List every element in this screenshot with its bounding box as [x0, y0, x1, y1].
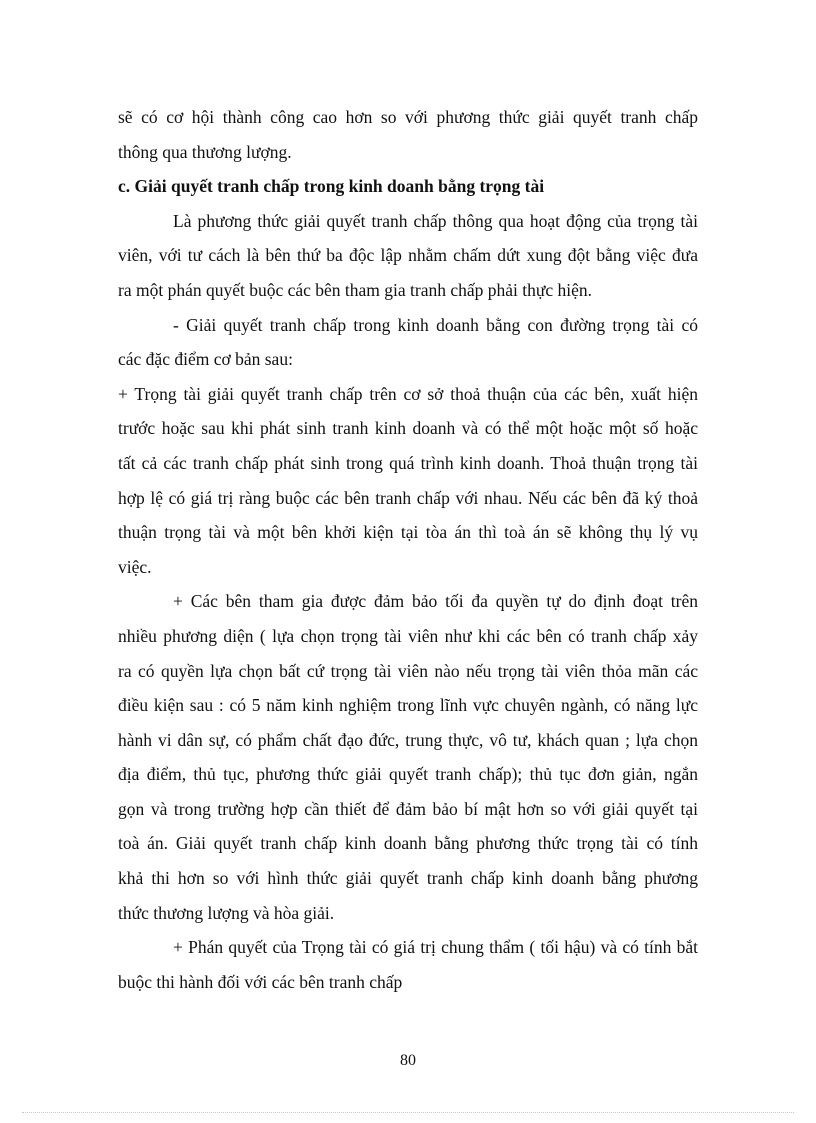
text-line: toà án. Giải quyết tranh chấp kinh doanh bằng phương thức trọng tài có tính [118, 833, 698, 854]
text-line: các đặc điểm cơ bản sau: [118, 349, 293, 370]
text-line: - Giải quyết tranh chấp trong kinh doanh bằng con đường trọng tài có [173, 314, 698, 335]
text-line: thuận trọng tài và một bên khởi kiện tại tòa án thì toà án sẽ không thụ lý vụ [118, 522, 698, 543]
text-line: buộc thi hành đối với các bên tranh chấp [118, 971, 403, 992]
page-body [118, 100, 698, 999]
text-line: tất cả các tranh chấp phát sinh trong quá trình kinh doanh. Thoả thuận trọng tài [118, 452, 698, 473]
page-bottom-divider [22, 1112, 794, 1113]
text-line: + Các bên tham gia được đảm bảo tối đa quyền tự do định đoạt trên [173, 591, 698, 612]
text-line: thông qua thương lượng. [118, 141, 292, 162]
text-line: điều kiện sau : có 5 năm kinh nghiệm trong lĩnh vực chuyên ngành, có năng lực [118, 695, 698, 716]
text-line: nhiều phương diện ( lựa chọn trọng tài viên như khi các bên có tranh chấp xảy [118, 625, 698, 646]
text-line: trước hoặc sau khi phát sinh tranh kinh doanh và có thể một hoặc một số hoặc [118, 418, 698, 439]
text-line: khả thi hơn so với hình thức giải quyết tranh chấp kinh doanh bằng phương [118, 868, 698, 889]
text-line: địa điểm, thủ tục, phương thức giải quyết tranh chấp); thủ tục đơn giản, ngắn [118, 764, 698, 785]
text-line: gọn và trong trường hợp cần thiết để đảm bảo bí mật hơn so với giải quyết tại [118, 798, 698, 819]
text-line: hợp lệ có giá trị ràng buộc các bên tranh chấp với nhau. Nếu các bên đã ký thoả [118, 487, 698, 508]
text-line: ra một phán quyết buộc các bên tham gia tranh chấp phải thực hiện. [118, 279, 593, 300]
text-line: + Trọng tài giải quyết tranh chấp trên cơ sở thoả thuận của các bên, xuất hiện [118, 383, 698, 404]
section-heading: c. Giải quyết tranh chấp trong kinh doanh bằng trọng tài [118, 176, 545, 197]
text-line: thức thương lượng và hòa giải. [118, 902, 335, 923]
text-line: sẽ có cơ hội thành công cao hơn so với phương thức giải quyết tranh chấp [118, 107, 698, 127]
page-number: 80 [400, 1052, 416, 1069]
text-line: hành vi dân sự, có phẩm chất đạo đức, trung thực, vô tư, khách quan ; lựa chọn [118, 729, 698, 750]
text-line: ra có quyền lựa chọn bất cứ trọng tài viên nào nếu trọng tài viên thỏa mãn các [118, 660, 698, 681]
text-line: Là phương thức giải quyết tranh chấp thông qua hoạt động của trọng tài [173, 210, 698, 231]
text-line: việc. [118, 556, 152, 577]
text-line: viên, với tư cách là bên thứ ba độc lập nhằm chấm dứt xung đột bằng việc đưa [118, 245, 698, 266]
text-line: + Phán quyết của Trọng tài có giá trị chung thẩm ( tối hậu) và có tính bắt [173, 937, 698, 958]
